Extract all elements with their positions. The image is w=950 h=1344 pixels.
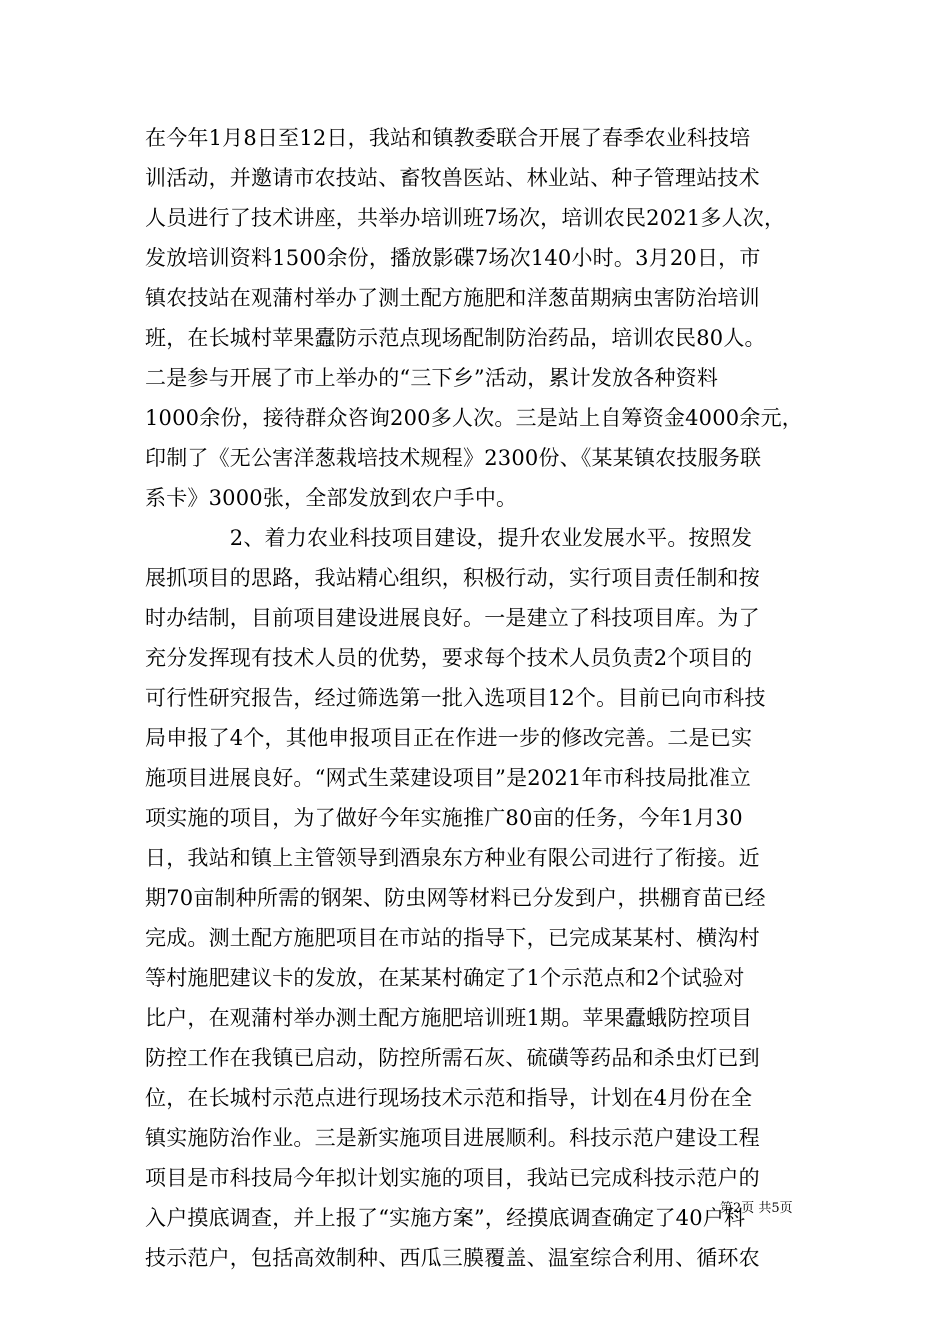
text-line-18: 项实施的项目，为了做好今年实施推广80亩的任务，今年1月30 [145, 806, 743, 830]
text-line-22: 等村施肥建议卡的发放，在某某村确定了1个示范点和2个试验对 [145, 966, 745, 990]
text-line-24: 防控工作在我镇已启动，防控所需石灰、硫磺等药品和杀虫灯已到 [145, 1046, 760, 1070]
text-line-5: 镇农技站在观蒲村举办了测土配方施肥和洋葱苗期病虫害防治培训 [145, 286, 760, 310]
text-line-23: 比户，在观蒲村举办测土配方施肥培训班1期。苹果蠹蛾防控项目 [145, 1006, 753, 1030]
text-line-26: 镇实施防治作业。三是新实施项目进展顺利。科技示范户建设工程 [145, 1126, 760, 1150]
text-line-7: 二是参与开展了市上举办的“三下乡”活动，累计发放各种资料 [145, 366, 719, 390]
text-line-3: 人员进行了技术讲座，共举办培训班7场次，培训农民2021多人次， [145, 206, 786, 230]
text-line-1: 在今年1月8日至12日，我站和镇教委联合开展了春季农业科技培 [145, 126, 751, 150]
text-line-12: 展抓项目的思路，我站精心组织，积极行动，实行项目责任制和按 [145, 566, 760, 590]
text-line-4: 发放培训资料1500余份，播放影碟7场次140小时。3月20日，市 [145, 246, 761, 270]
text-line-15: 可行性研究报告，经过筛选第一批入选项目12个。目前已向市科技 [145, 686, 766, 710]
text-line-11: 2、着力农业科技项目建设，提升农业发展水平。按照发 [145, 526, 753, 550]
text-line-9: 印制了《无公害洋葱栽培技术规程》2300份、《某某镇农技服务联 [145, 446, 762, 470]
text-line-16: 局申报了4个，其他申报项目正在作进一步的修改完善。二是已实 [145, 726, 753, 750]
text-line-29: 技示范户，包括高效制种、西瓜三膜覆盖、温室综合利用、循环农 [145, 1246, 760, 1270]
text-line-27: 项目是市科技局今年拟计划实施的项目，我站已完成科技示范户的 [145, 1166, 760, 1190]
text-line-13: 时办结制，目前项目建设进展良好。一是建立了科技项目库。为了 [145, 606, 760, 630]
text-line-19: 日，我站和镇上主管领导到酒泉东方种业有限公司进行了衔接。近 [145, 846, 760, 870]
text-line-2: 训活动，并邀请市农技站、畜牧兽医站、林业站、种子管理站技术 [145, 166, 760, 190]
text-line-14: 充分发挥现有技术人员的优势，要求每个技术人员负责2个项目的 [145, 646, 753, 670]
text-line-25: 位，在长城村示范点进行现场技术示范和指导，计划在4月份在全 [145, 1086, 753, 1110]
text-line-20: 期70亩制种所需的钢架、防虫网等材料已分发到户，拱棚育苗已经 [145, 886, 766, 910]
text-line-6: 班，在长城村苹果蠹防示范点现场配制防治药品，培训农民80人。 [145, 326, 766, 350]
page-number-footer: 第2页 共5页 [720, 1201, 793, 1216]
text-line-28: 入户摸底调查，并上报了“实施方案”，经摸底调查确定了40户科 [145, 1206, 746, 1230]
text-line-10: 系卡》3000张，全部发放到农户手中。 [145, 486, 518, 510]
text-line-8: 1000余份，接待群众咨询200多人次。三是站上自筹资金4000余元， [145, 406, 803, 430]
body-text [145, 118, 815, 1278]
text-line-21: 完成。测土配方施肥项目在市站的指导下，已完成某某村、横沟村 [145, 926, 760, 950]
text-line-17: 施项目进展良好。“网式生菜建设项目”是2021年市科技局批准立 [145, 766, 752, 790]
